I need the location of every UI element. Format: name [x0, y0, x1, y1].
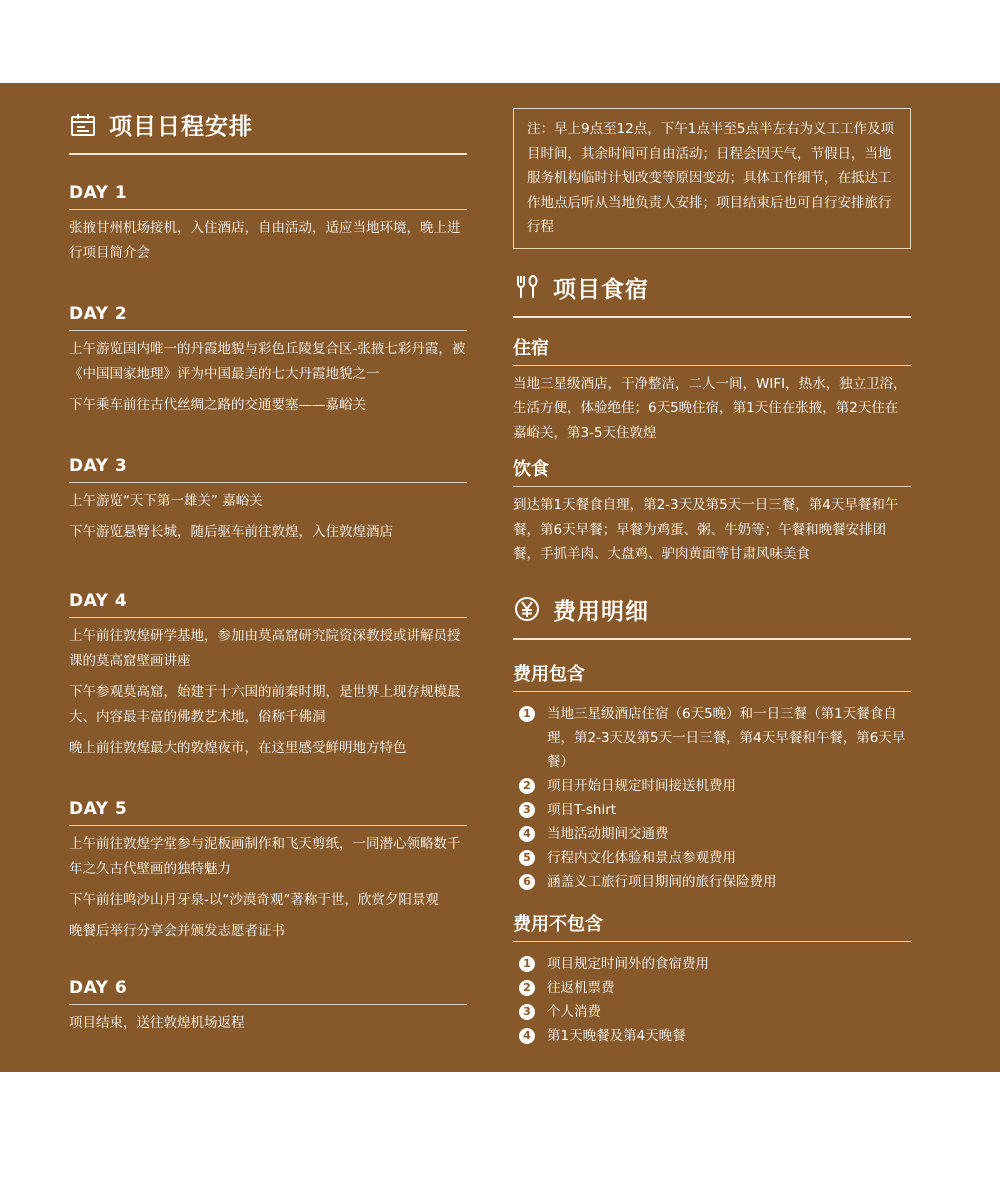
day-text: 晚餐后举行分享会并颁发志愿者证书	[69, 923, 285, 939]
list-item	[513, 702, 911, 774]
list-item-text: 往返机票费	[547, 979, 615, 996]
info-column	[513, 108, 911, 1048]
day-text: 上午前往敦煌研学基地，参加由莫高窟研究院资深教授或讲解员授课的莫高窟壁画讲座	[69, 628, 461, 669]
schedule-header	[69, 108, 467, 155]
day-title: DAY 6	[69, 978, 467, 1005]
list-item-text: 涵盖义工旅行项目期间的旅行保险费用	[547, 873, 777, 890]
day-text: 下午前往鸣沙山月牙泉-以“沙漠奇观”著称于世，欣赏夕阳景观	[69, 892, 439, 908]
number-badge: 1	[519, 956, 535, 972]
calendar-icon	[69, 111, 97, 139]
number-badge: 4	[519, 826, 535, 842]
list-item-text: 行程内文化体验和景点参观费用	[547, 849, 736, 866]
excluded-list	[513, 952, 911, 1048]
list-item	[513, 1024, 911, 1048]
included-title: 费用包含	[513, 660, 911, 692]
day-text: 项目结束，送往敦煌机场返程	[69, 1015, 245, 1031]
list-item-text: 当地三星级酒店住宿（6天5晚）和一日三餐（第1天餐食自理，第2-3天及第5天一日三餐，第4天早餐和午餐，第6天早餐）	[547, 705, 906, 770]
lodging-title: 项目食宿	[553, 276, 649, 303]
list-item-text: 个人消费	[547, 1003, 601, 1020]
day-text: 张掖甘州机场接机，入住酒店，自由活动，适应当地环境，晚上进行项目简介会	[69, 220, 461, 261]
fees-title: 费用明细	[553, 598, 649, 625]
day-block	[69, 591, 467, 761]
day-title: DAY 1	[69, 183, 467, 210]
day-text: 下午乘车前往古代丝绸之路的交通要塞——嘉峪关	[69, 397, 366, 413]
list-item	[513, 846, 911, 870]
lodging-header	[513, 271, 911, 318]
day-block	[69, 978, 467, 1036]
number-badge: 2	[519, 980, 535, 996]
stay-title: 住宿	[513, 334, 911, 366]
number-badge: 3	[519, 802, 535, 818]
list-item-text: 项目规定时间外的食宿费用	[547, 955, 709, 972]
day-block	[69, 456, 467, 545]
list-item	[513, 774, 911, 798]
list-item	[513, 976, 911, 1000]
day-text: 晚上前往敦煌最大的敦煌夜市，在这里感受鲜明地方特色	[69, 740, 407, 756]
day-text: 上午游览国内唯一的丹霞地貌与彩色丘陵复合区-张掖七彩丹霞，被《中国国家地理》评为中国最美的七大丹霞地貌之一	[69, 341, 466, 382]
fees-header	[513, 593, 911, 640]
day-text: 下午参观莫高窟，始建于十六国的前秦时期，是世界上现存规模最大、内容最丰富的佛教艺术地，俗称千佛洞	[69, 684, 461, 725]
yen-coin-icon	[513, 595, 541, 623]
day-title: DAY 5	[69, 799, 467, 826]
number-badge: 5	[519, 850, 535, 866]
list-item-text: 当地活动期间交通费	[547, 825, 669, 842]
food-text: 到达第1天餐食自理，第2-3天及第5天一日三餐，第4天早餐和午餐，第6天早餐；早餐为鸡蛋、粥、牛奶等；午餐和晚餐安排团餐，手抓羊肉、大盘鸡、驴肉黄面等甘肃风味美食	[513, 497, 899, 562]
day-text: 下午游览悬臂长城，随后驱车前往敦煌，入住敦煌酒店	[69, 524, 393, 540]
day-title: DAY 4	[69, 591, 467, 618]
content-panel	[0, 83, 1000, 1072]
list-item	[513, 822, 911, 846]
day-text: 上午前往敦煌学堂参与泥板画制作和飞天剪纸，一同潜心领略数千年之久古代壁画的独特魅力	[69, 836, 461, 877]
included-list	[513, 702, 911, 894]
schedule-note: 注：早上9点至12点，下午1点半至5点半左右为义工工作及项目时间，其余时间可自由活动；日程会因天气，节假日，当地服务机构临时计划改变等原因变动；具体工作细节，在抵达工作地点后听从当地负责人安排；项目结束后也可自行安排旅行行程	[513, 108, 911, 249]
schedule-title: 项目日程安排	[109, 114, 253, 140]
number-badge: 6	[519, 874, 535, 890]
day-title: DAY 2	[69, 304, 467, 331]
number-badge: 4	[519, 1028, 535, 1044]
list-item	[513, 870, 911, 894]
day-title: DAY 3	[69, 456, 467, 483]
food-title: 饮食	[513, 455, 911, 487]
day-block	[69, 799, 467, 944]
list-item	[513, 1000, 911, 1024]
day-text: 上午游览“天下第一雄关” 嘉峪关	[69, 493, 263, 509]
list-item-text: 第1天晚餐及第4天晚餐	[547, 1027, 686, 1044]
number-badge: 2	[519, 778, 535, 794]
list-item	[513, 798, 911, 822]
list-item-text: 项目T-shirt	[547, 801, 617, 818]
schedule-column	[69, 108, 467, 1036]
day-block	[69, 304, 467, 418]
list-item	[513, 952, 911, 976]
fork-knife-icon	[513, 273, 541, 301]
day-block	[69, 183, 467, 266]
number-badge: 1	[519, 706, 535, 722]
list-item-text: 项目开始日规定时间接送机费用	[547, 777, 736, 794]
stay-text: 当地三星级酒店，干净整洁，二人一间，WIFI，热水，独立卫浴，生活方便，体验绝佳；6天5晚住宿，第1天住在张掖，第2天住在嘉峪关，第3-5天住敦煌	[513, 375, 907, 441]
number-badge: 3	[519, 1004, 535, 1020]
excluded-title: 费用不包含	[513, 910, 911, 942]
